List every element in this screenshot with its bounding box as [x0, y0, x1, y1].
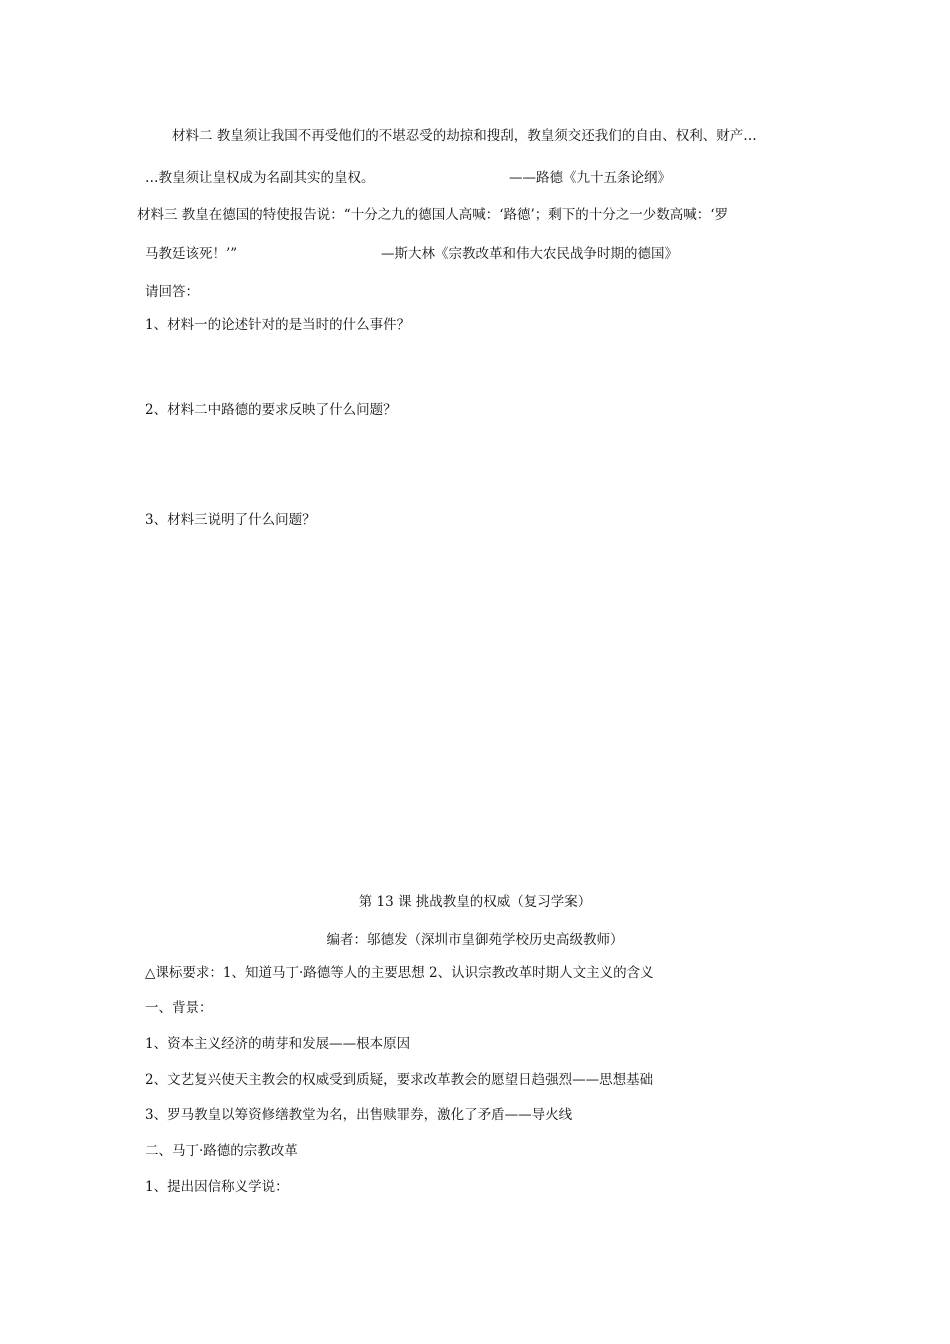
- material2-line2: …教皇须让皇权成为名副其实的皇权。: [145, 170, 375, 186]
- section2-item-1: 1、提出因信称义学说：: [145, 1179, 289, 1195]
- section1-item-3: 3、罗马教皇以筹资修缮教堂为名，出售赎罪券，激化了矛盾——导火线: [145, 1107, 573, 1123]
- answer-prompt: 请回答：: [145, 284, 199, 300]
- material3-source: —斯大林《宗教改革和伟大农民战争时期的德国》: [381, 246, 678, 262]
- lesson-title: 第 13 课 挑战教皇的权威（复习学案）: [358, 894, 592, 910]
- material2-line1: 材料二 教皇须让我国不再受他们的不堪忍受的劫掠和搜刮，教皇须交还我们的自由、权利、财产…: [172, 128, 757, 144]
- question-3: 3、材料三说明了什么问题？: [145, 512, 316, 528]
- material2-source: ——路德《九十五条论纲》: [509, 170, 671, 186]
- section2-heading: 二、马丁·路德的宗教改革: [145, 1143, 298, 1159]
- material3-line2: 马教廷该死！’”: [145, 246, 238, 262]
- section1-item-1: 1、资本主义经济的萌芽和发展——根本原因: [145, 1036, 411, 1052]
- curriculum-requirement: △课标要求：1、知道马丁·路德等人的主要思想 2、认识宗教改革时期人文主义的含义: [145, 965, 654, 981]
- question-2: 2、材料二中路德的要求反映了什么问题？: [145, 402, 397, 418]
- question-1: 1、材料一的论述针对的是当时的什么事件？: [145, 317, 411, 333]
- section1-heading: 一、背景：: [145, 1000, 213, 1016]
- material3-line1: 材料三 教皇在德国的特使报告说：“十分之九的德国人高喊：‘路德’；剩下的十分之一少数高喊：‘罗: [137, 207, 729, 223]
- section1-item-2: 2、文艺复兴使天主教会的权威受到质疑，要求改革教会的愿望日趋强烈——思想基础: [145, 1072, 654, 1088]
- lesson-author: 编者：邬德发（深圳市皇御苑学校历史高级教师）: [326, 932, 624, 948]
